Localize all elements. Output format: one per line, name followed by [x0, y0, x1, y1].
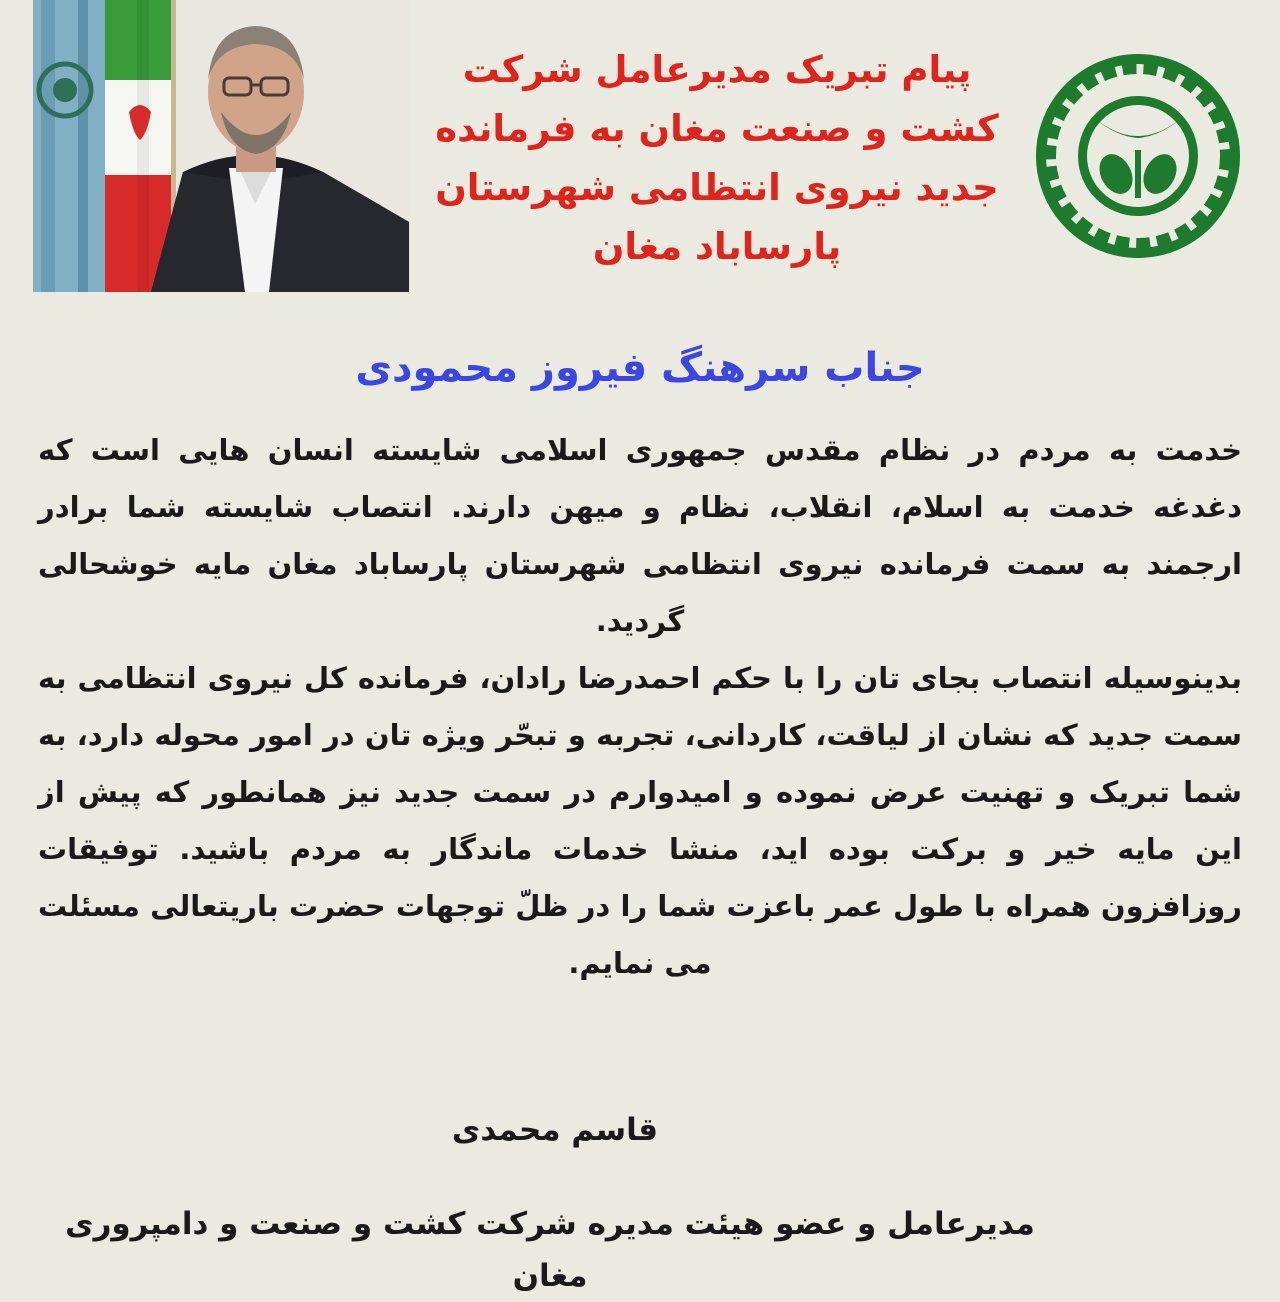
announcement-title: پیام تبریک مدیرعامل شرکت کشت و صنعت مغان به فرمانده جدید نیروی انتظامی شهرستان پارساباد مغان	[435, 48, 999, 268]
recipient-name: جناب سرهنگ فیروز محمودی	[355, 345, 925, 391]
portrait-photo	[33, 0, 409, 292]
portrait-with-flags-icon	[33, 0, 409, 292]
signer-role: مدیرعامل و عضو هیئت مدیره شرکت کشت و صنعت و دامپروری مغان	[65, 1206, 1035, 1294]
signer-name: قاسم محمدی	[451, 1112, 659, 1148]
message-paragraph: بدینوسیله انتصاب بجای تان را با حکم احمدرضا رادان، فرمانده کل نیروی انتظامی به سمت جدید که نشان از لیاقت، کاردانی، تجربه و تبحّر ویژه تان در امور محوله دارد، به شما تبریک و تهنیت عرض نموده و امیدوارم در سمت جدید نیز همانطور که پیش از این مایه خیر و برکت بوده اید، منشا خدمات ماندگار به مردم باشید. توفیقات روزافزون همراه با طول عمر باعزت شما را در ظلّ توجهات حضرت باریتعالی مسئلت می نمایم.	[38, 661, 1242, 980]
company-emblem-icon	[1034, 52, 1242, 260]
message-body	[38, 422, 1242, 992]
message-paragraph: خدمت به مردم در نظام مقدس جمهوری اسلامی شایسته انسان هایی است که دغدغه خدمت به اسلام، انقلاب، نظام و میهن دارند. انتصاب شایسته شما برادر ارجمند به سمت فرمانده نیروی انتظامی شهرستان پارساباد مغان مایه خوشحالی گردید.	[38, 433, 1242, 638]
company-logo	[1034, 52, 1242, 260]
